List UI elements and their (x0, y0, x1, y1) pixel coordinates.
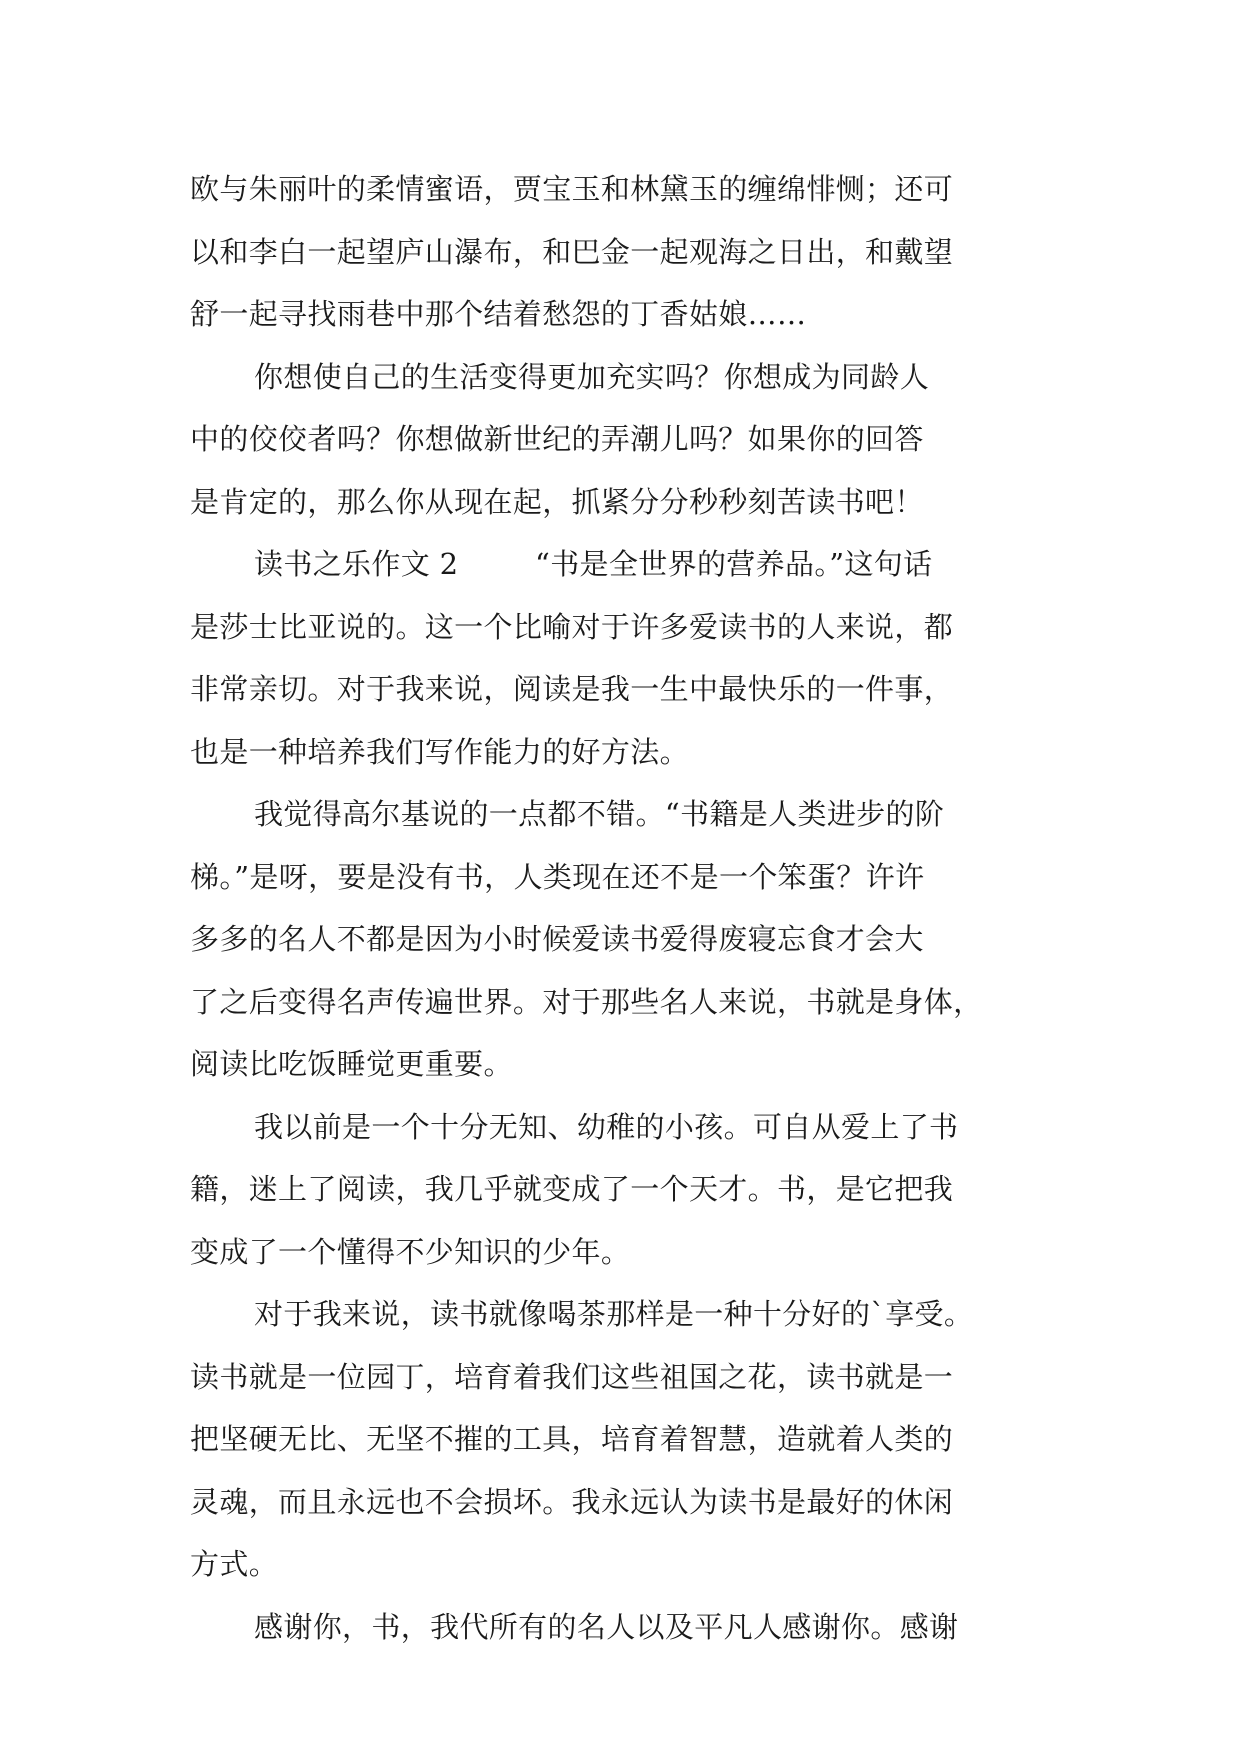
text-line: 舒一起寻找雨巷中那个结着愁怨的丁香姑娘…… (190, 297, 807, 331)
text-line: 灵魂，而且永远也不会损坏。我永远认为读书是最好的休闲 (190, 1484, 954, 1519)
text-line: 变成了一个懂得不少知识的少年。 (190, 1234, 631, 1269)
paragraph-first-line: 我觉得高尔基说的一点都不错。“书籍是人类进步的阶 (254, 797, 945, 831)
text-line: 是莎士比亚说的。这一个比喻对于许多爱读书的人来说，都 (190, 609, 954, 644)
text-line: 以和李白一起望庐山瀑布，和巴金一起观海之日出，和戴望 (190, 234, 954, 269)
paragraph-first-line: 感谢你，书，我代所有的名人以及平凡人感谢你。感谢 (254, 1609, 959, 1644)
text-line: 梯。”是呀，要是没有书，人类现在还不是一个笨蛋？许许 (190, 859, 925, 894)
text-line: 中的佼佼者吗？你想做新世纪的弄潮儿吗？如果你的回答 (190, 422, 924, 456)
text-line: 也是一种培养我们写作能力的好方法。 (190, 734, 689, 769)
paragraph-first-line: 对于我来说，读书就像喝茶那样是一种十分好的`享受。 (254, 1297, 974, 1331)
text-line: 方式。 (190, 1547, 279, 1581)
text-line: 读书就是一位园丁，培育着我们这些祖国之花，读书就是一 (190, 1359, 954, 1394)
paragraph-first-line: 我以前是一个十分无知、幼稚的小孩。可自从爱上了书 (254, 1109, 959, 1144)
body-text (190, 158, 1050, 1658)
text-line: 阅读比吃饭睡觉更重要。 (190, 1047, 513, 1081)
text-line: 籍，迷上了阅读，我几乎就变成了一个天才。书，是它把我 (190, 1172, 954, 1206)
text-line: 多多的名人不都是因为小时候爱读书爱得废寝忘食才会大 (190, 922, 924, 956)
text-line: 了之后变得名声传遍世界。对于那些名人来说，书就是身体， (190, 984, 983, 1019)
text-line: 欧与朱丽叶的柔情蜜语，贾宝玉和林黛玉的缠绵悱恻；还可 (190, 172, 954, 206)
text-line: 是肯定的，那么你从现在起，抓紧分分秒秒刻苦读书吧！ (190, 484, 924, 519)
paragraph-first-line: 你想使自己的生活变得更加充实吗？你想成为同龄人 (254, 359, 930, 394)
text-line: 非常亲切。对于我来说，阅读是我一生中最快乐的一件事， (190, 672, 954, 706)
text-line: 把坚硬无比、无坚不摧的工具，培育着智慧，造就着人类的 (190, 1422, 954, 1456)
essay-heading-line: 读书之乐作文 2 “书是全世界的营养品。”这句话 (254, 547, 933, 581)
